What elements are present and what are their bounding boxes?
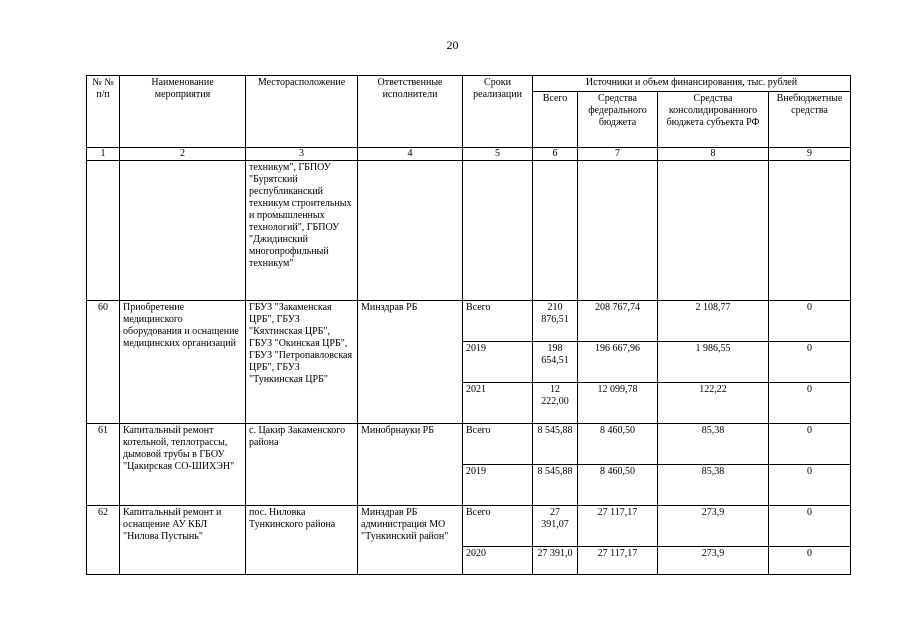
row-no: 61 <box>87 424 120 506</box>
row-term: 2021 <box>463 383 533 424</box>
row-extra: 0 <box>769 424 851 465</box>
row-term: 2019 <box>463 342 533 383</box>
row-federal: 12 099,78 <box>578 383 658 424</box>
col-number: 7 <box>578 148 658 161</box>
header-location: Месторасположение <box>246 76 358 148</box>
continuation-row <box>87 161 851 301</box>
table-row <box>87 424 851 465</box>
header-no: № № п/п <box>87 76 120 148</box>
col-number: 6 <box>533 148 578 161</box>
row-federal: 208 767,74 <box>578 301 658 342</box>
row-responsible: Минздрав РБ администрация МО "Тункинский район" <box>358 506 463 575</box>
table-row <box>87 301 851 342</box>
row-total: 8 545,88 <box>533 465 578 506</box>
row-total: 27 391,07 <box>533 506 578 547</box>
row-no: 60 <box>87 301 120 424</box>
row-location: с. Цакир Закаменского района <box>246 424 358 506</box>
row-extra: 0 <box>769 547 851 575</box>
row-total: 210 876,51 <box>533 301 578 342</box>
row-regional: 1 986,55 <box>658 342 769 383</box>
continuation-location: техникум", ГБПОУ "Бурятский республиканский техникум строительных и промышленных технологий", ГБПОУ "Джидинский многопрофильный техникум" <box>246 161 358 301</box>
row-federal: 27 117,17 <box>578 547 658 575</box>
col-number: 4 <box>358 148 463 161</box>
row-regional: 273,9 <box>658 506 769 547</box>
col-number: 3 <box>246 148 358 161</box>
row-responsible: Минобрнауки РБ <box>358 424 463 506</box>
row-extra: 0 <box>769 465 851 506</box>
row-location: пос. Ниловка Тункинского района <box>246 506 358 575</box>
row-term: Всего <box>463 301 533 342</box>
page-number: 20 <box>446 38 459 52</box>
row-federal: 196 667,96 <box>578 342 658 383</box>
row-total: 8 545,88 <box>533 424 578 465</box>
row-term: 2019 <box>463 465 533 506</box>
row-regional: 273,9 <box>658 547 769 575</box>
row-regional: 85,38 <box>658 424 769 465</box>
funding-table <box>86 75 851 575</box>
row-responsible: Минздрав РБ <box>358 301 463 424</box>
row-regional: 2 108,77 <box>658 301 769 342</box>
row-term: Всего <box>463 506 533 547</box>
row-extra: 0 <box>769 301 851 342</box>
header-extrabudget: Внебюджетные средства <box>769 92 851 148</box>
col-number: 2 <box>120 148 246 161</box>
row-federal: 27 117,17 <box>578 506 658 547</box>
row-regional: 122,22 <box>658 383 769 424</box>
row-extra: 0 <box>769 342 851 383</box>
row-total: 12 222,00 <box>533 383 578 424</box>
row-term: 2020 <box>463 547 533 575</box>
row-total: 198 654,51 <box>533 342 578 383</box>
col-number: 1 <box>87 148 120 161</box>
row-total: 27 391,0 <box>533 547 578 575</box>
header-name: Наименование мероприятия <box>120 76 246 148</box>
row-name: Капитальный ремонт и оснащение АУ КБЛ "Нилова Пустынь" <box>120 506 246 575</box>
col-number: 5 <box>463 148 533 161</box>
header-regional: Средства консолидированного бюджета субъекта РФ <box>658 92 769 148</box>
header-funding: Источники и объем финансирования, тыс. рублей <box>533 76 851 92</box>
table-row <box>87 506 851 547</box>
row-no: 62 <box>87 506 120 575</box>
row-extra: 0 <box>769 506 851 547</box>
row-federal: 8 460,50 <box>578 465 658 506</box>
column-number-row <box>87 148 851 161</box>
row-location: ГБУЗ "Закаменская ЦРБ", ГБУЗ "Кяхтинская ЦРБ", ГБУЗ "Окинская ЦРБ", ГБУЗ "Петропавловская ЦРБ", ГБУЗ "Тункинская ЦРБ" <box>246 301 358 424</box>
col-number: 8 <box>658 148 769 161</box>
header-responsible: Ответственные исполнители <box>358 76 463 148</box>
row-federal: 8 460,50 <box>578 424 658 465</box>
row-extra: 0 <box>769 383 851 424</box>
row-term: Всего <box>463 424 533 465</box>
header-terms: Сроки реализации <box>463 76 533 148</box>
row-name: Капитальный ремонт котельной, теплотрассы, дымовой трубы в ГБОУ "Цакирская СО-ШИХЭН" <box>120 424 246 506</box>
col-number: 9 <box>769 148 851 161</box>
header-federal: Средства федерального бюджета <box>578 92 658 148</box>
row-regional: 85,38 <box>658 465 769 506</box>
header-total: Всего <box>533 92 578 148</box>
row-name: Приобретение медицинского оборудования и оснащение медицинских организаций <box>120 301 246 424</box>
